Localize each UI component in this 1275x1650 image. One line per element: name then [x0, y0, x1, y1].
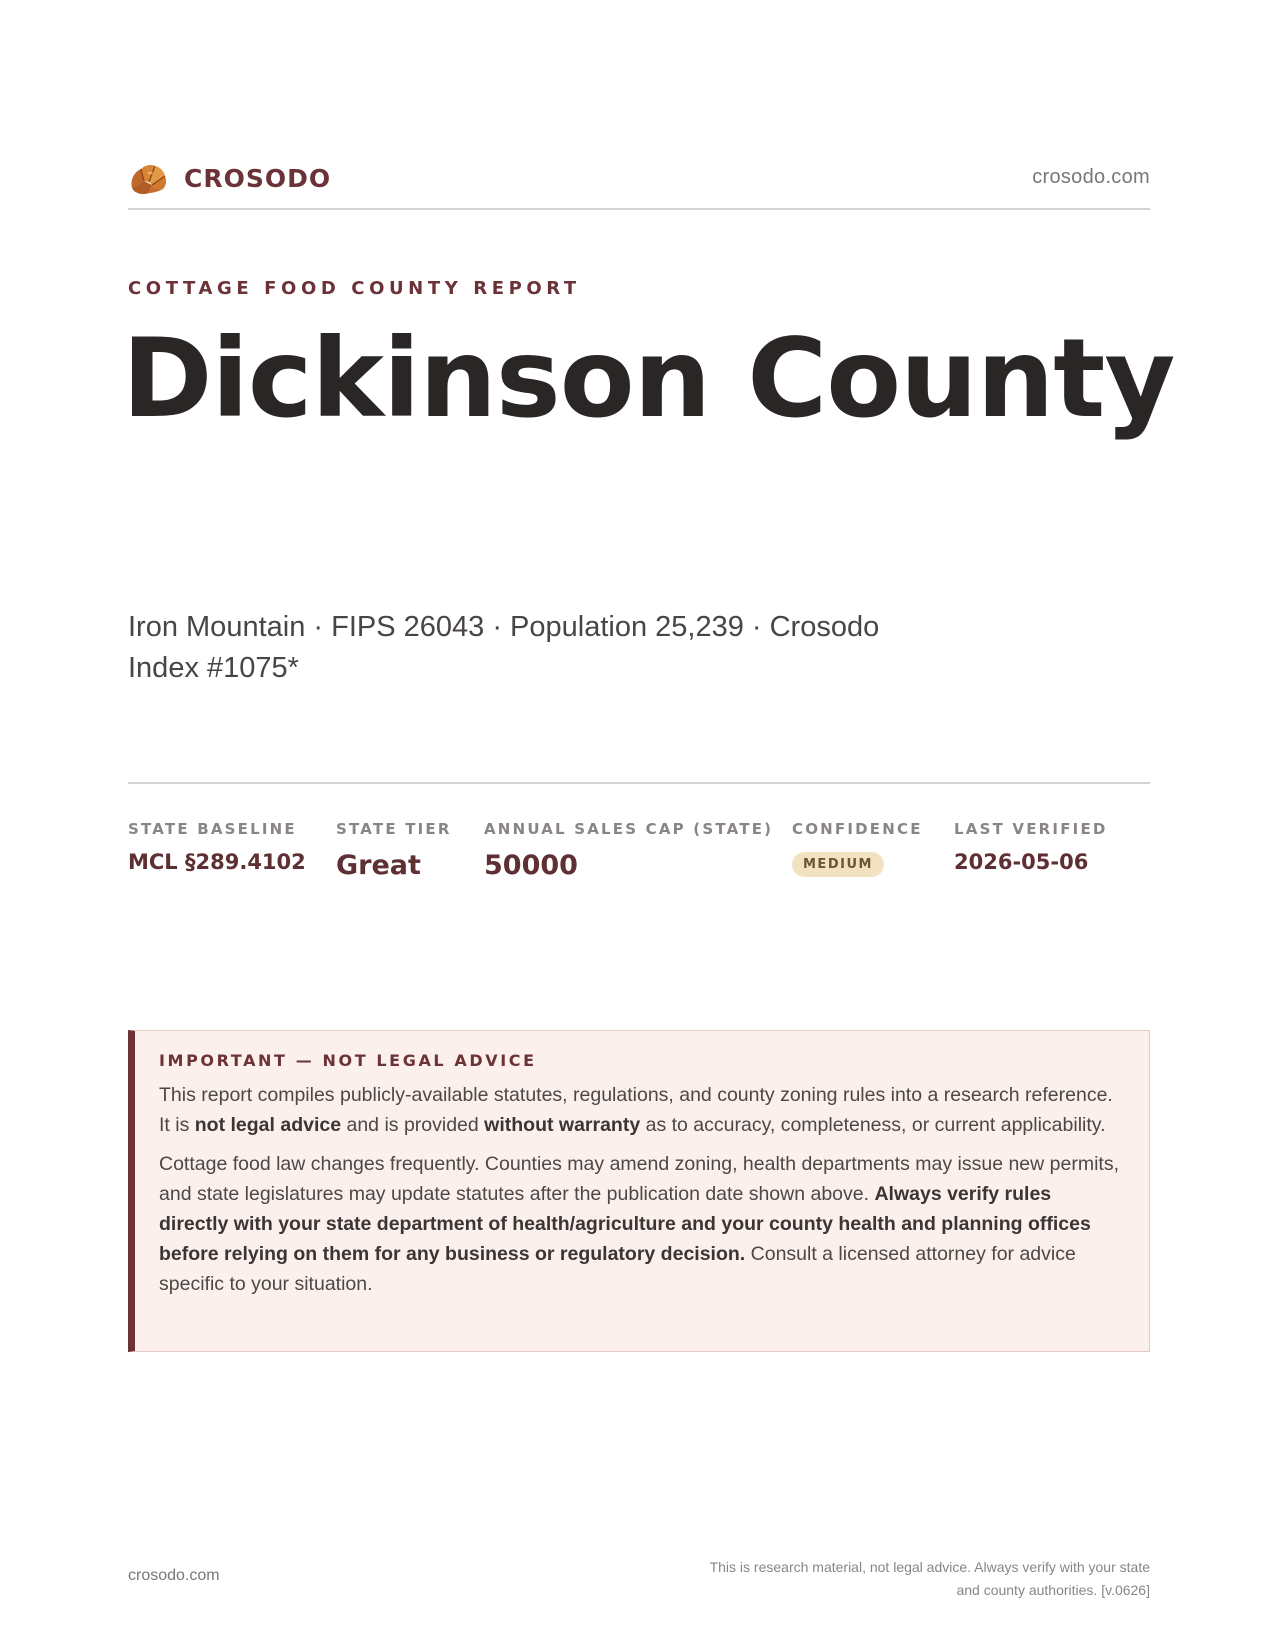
- stat-label: STATE TIER: [336, 820, 452, 838]
- stat-last-verified: [954, 820, 1108, 874]
- confidence-badge: MEDIUM: [792, 852, 884, 877]
- stat-label: ANNUAL SALES CAP (STATE): [484, 820, 774, 838]
- stat-confidence: [792, 820, 923, 877]
- stat-value: MCL §289.4102: [128, 850, 306, 874]
- footer-disclaimer: [610, 1556, 1150, 1602]
- header-site-link[interactable]: crosodo.com: [1032, 166, 1150, 188]
- notice-text: as to accuracy, completeness, or current applicability.: [640, 1114, 1106, 1136]
- legal-notice: [128, 1030, 1150, 1352]
- brand: [128, 158, 331, 198]
- footer-disclaimer-line: and county authorities. [v.0626]: [956, 1582, 1150, 1598]
- notice-text: Consult a licensed attorney for advice specific to your situation.: [159, 1243, 1076, 1295]
- stats-row: [128, 782, 1150, 881]
- page-header: [128, 158, 1150, 210]
- footer-site-link[interactable]: crosodo.com: [128, 1567, 220, 1584]
- stat-state-tier: [336, 820, 452, 881]
- notice-paragraph-1: [159, 1080, 1125, 1140]
- notice-emphasis: not legal advice: [194, 1114, 342, 1136]
- stat-value: 50000: [484, 850, 578, 881]
- county-title: Dickinson County: [122, 315, 1175, 442]
- report-eyebrow: COTTAGE FOOD COUNTY REPORT: [128, 278, 581, 299]
- stat-annual-sales-cap: [484, 820, 773, 881]
- stat-state-baseline: [128, 820, 306, 874]
- notice-emphasis: Always verify rules directly with your state department of health/agriculture and your county health and planning offices before relying on them for any business or regulatory decision.: [159, 1183, 1091, 1265]
- stat-label: LAST VERIFIED: [954, 820, 1108, 838]
- brand-name: CROSODO: [184, 163, 332, 193]
- notice-text: Cottage food law changes frequently. Counties may amend zoning, health departments may issue new permits, and state legislatures may update statutes after the publication date shown above.: [159, 1153, 1119, 1205]
- footer-disclaimer-line: This is research material, not legal advice. Always verify with your state: [709, 1559, 1150, 1575]
- notice-paragraph-2: [159, 1149, 1125, 1299]
- notice-text: This report compiles publicly-available statutes, regulations, and county zoning rules into a research reference. It is: [159, 1084, 1113, 1136]
- notice-text: and is provided: [341, 1114, 485, 1136]
- stat-label: CONFIDENCE: [792, 820, 923, 838]
- county-subline: Iron Mountain · FIPS 26043 · Population 25,239 · Crosodo Index #1075*: [128, 611, 880, 684]
- report-page: [122, 0, 1175, 1650]
- croissant-icon: [128, 158, 170, 198]
- notice-emphasis: without warranty: [484, 1114, 641, 1136]
- stat-value: 2026-05-06: [954, 850, 1089, 874]
- notice-title: IMPORTANT — NOT LEGAL ADVICE: [159, 1051, 537, 1070]
- stat-value: Great: [336, 850, 421, 881]
- stat-label: STATE BASELINE: [128, 820, 297, 838]
